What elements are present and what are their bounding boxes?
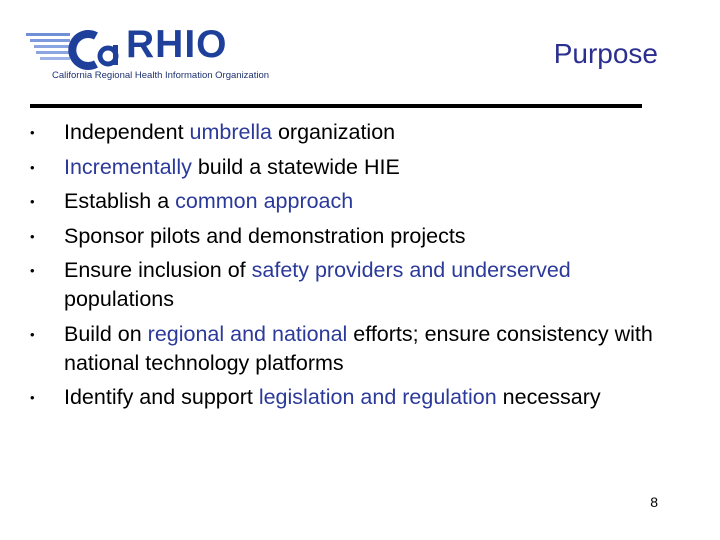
- bullet-item: [30, 383, 670, 412]
- bullet-item: [30, 153, 670, 182]
- bullet-item: [30, 118, 670, 147]
- bullet-dot-icon: •: [30, 228, 35, 244]
- title-divider: [30, 104, 642, 108]
- bullet-dot-icon: •: [30, 125, 35, 140]
- bullet-highlight-text: safety providers and underserved: [251, 258, 571, 282]
- logo-rhio-text: RHIO: [126, 23, 228, 66]
- bullet-dot-icon: •: [30, 263, 35, 278]
- bullet-dot-icon: •: [30, 390, 35, 405]
- bullet-dot-icon: •: [30, 194, 35, 209]
- bullet-text: organization: [272, 120, 396, 144]
- bullet-highlight-text: regional and national: [147, 321, 348, 346]
- bullet-list: [30, 118, 670, 418]
- logo-subtitle: California Regional Health Information Organization: [52, 70, 270, 81]
- slide-title: Purpose: [553, 38, 658, 69]
- bullet-item: [30, 222, 670, 251]
- bullet-highlight-text: Incrementally: [64, 154, 192, 179]
- bullet-text: Build on: [64, 321, 148, 346]
- bullet-highlight-text: umbrella: [189, 120, 272, 144]
- bullet-item: [30, 256, 670, 314]
- bullet-text: efforts; ensure consistency with national technology platforms: [64, 321, 653, 375]
- bullet-text: populations: [64, 287, 174, 311]
- bullet-highlight-text: common approach: [175, 189, 354, 213]
- carhio-logo: [26, 23, 306, 84]
- bullet-highlight-text: legislation and regulation: [258, 385, 497, 409]
- bullet-item: [30, 187, 670, 216]
- bullet-text: build a statewide HIE: [191, 154, 400, 179]
- bullet-item: [30, 320, 670, 378]
- bullet-text: necessary: [496, 385, 601, 409]
- bullet-text: Independent: [64, 120, 190, 144]
- bullet-text: Sponsor pilots and demonstration projects: [64, 223, 466, 248]
- bullet-text: Ensure inclusion of: [64, 258, 252, 282]
- bullet-text: Identify and support: [64, 385, 259, 409]
- bullet-text: Establish a: [64, 189, 176, 213]
- bullet-dot-icon: •: [30, 326, 35, 342]
- bullet-dot-icon: •: [30, 159, 35, 175]
- page-number: 8: [650, 494, 658, 510]
